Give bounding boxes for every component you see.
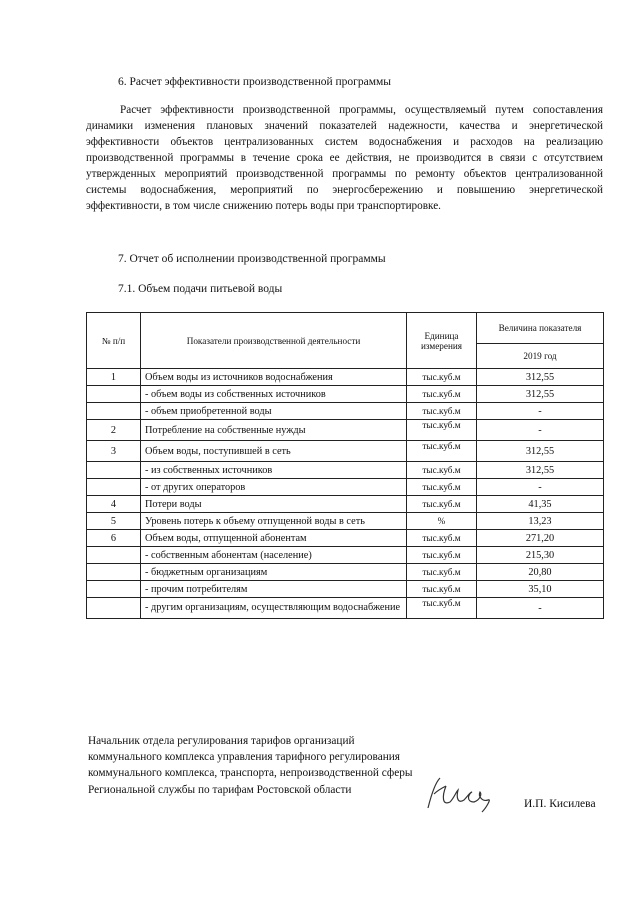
row-label: - из собственных источников [141, 462, 407, 479]
row-label: Потребление на собственные нужды [141, 420, 407, 441]
row-value: 41,35 [477, 496, 604, 513]
row-num [87, 581, 141, 598]
table-row [87, 441, 604, 462]
row-num: 1 [87, 369, 141, 386]
table-row [87, 564, 604, 581]
row-num [87, 386, 141, 403]
row-label: - объем приобретенной воды [141, 403, 407, 420]
row-unit: тыс.куб.м [407, 462, 477, 479]
table-row [87, 496, 604, 513]
table-row [87, 420, 604, 441]
table-row [87, 598, 604, 619]
signer-position: Начальник отдела регулирования тарифов организаций коммунального комплекса управления тарифного регулирования коммунального комплекса, транспорта, непроизводственной сферы Региональной службы по тарифам Ростовской области [88, 735, 413, 796]
section-6-text: Расчет эффективности производственной программы, осуществляемый путем сопоставления динамики изменения плановых значений показателей надежности, качества и энергетической эффективности объектов централизованных систем водоснабжения и расходов на реализацию производственной программы в течение срока ее действия, не производится в связи с отсутствием утвержденных мероприятий производственной программы по ремонту объектов централизованной системы водоснабжения, мероприятий по энергосбережению и повышению энергетической эффективности, в том числе снижению потерь воды при транспортировке. [86, 104, 603, 212]
row-label: - собственным абонентам (население) [141, 547, 407, 564]
row-num [87, 564, 141, 581]
row-label: Потери воды [141, 496, 407, 513]
row-unit: тыс.куб.м [407, 479, 477, 496]
header-num: № п/п [87, 313, 141, 369]
header-value: Величина показателя [477, 313, 604, 344]
table-row [87, 513, 604, 530]
row-unit: тыс.куб.м [407, 403, 477, 420]
row-num: 4 [87, 496, 141, 513]
row-unit: тыс.куб.м [407, 369, 477, 386]
table-row [87, 369, 604, 386]
header-unit: Единица измерения [407, 313, 477, 369]
row-label: - объем воды из собственных источников [141, 386, 407, 403]
row-unit: тыс.куб.м [407, 598, 477, 619]
row-num: 3 [87, 441, 141, 462]
row-label: - бюджетным организациям [141, 564, 407, 581]
row-value: - [477, 479, 604, 496]
row-value: - [477, 598, 604, 619]
row-value: 215,30 [477, 547, 604, 564]
row-unit: тыс.куб.м [407, 564, 477, 581]
row-num [87, 479, 141, 496]
row-label: Объем воды, отпущенной абонентам [141, 530, 407, 547]
section-6-title: 6. Расчет эффективности производственной программы [118, 76, 392, 88]
table-row [87, 403, 604, 420]
row-num: 5 [87, 513, 141, 530]
signer-name: И.П. Кисилева [524, 798, 596, 810]
row-value: 312,55 [477, 386, 604, 403]
row-unit: тыс.куб.м [407, 386, 477, 403]
row-value: - [477, 420, 604, 441]
row-label: Объем воды из источников водоснабжения [141, 369, 407, 386]
row-label: - прочим потребителям [141, 581, 407, 598]
row-num: 2 [87, 420, 141, 441]
row-value: 271,20 [477, 530, 604, 547]
table-row [87, 462, 604, 479]
row-label: Уровень потерь к объему отпущенной воды в сеть [141, 513, 407, 530]
water-supply-table [86, 312, 604, 619]
header-year: 2019 год [477, 344, 604, 369]
row-label: - другим организациям, осуществляющим водоснабжение [141, 598, 407, 619]
table-row [87, 386, 604, 403]
table-row [87, 530, 604, 547]
row-value: - [477, 403, 604, 420]
row-unit: тыс.куб.м [407, 547, 477, 564]
row-num: 6 [87, 530, 141, 547]
row-unit: тыс.куб.м [407, 581, 477, 598]
section-7-1-title: 7.1. Объем подачи питьевой воды [118, 283, 283, 295]
row-unit: тыс.куб.м [407, 496, 477, 513]
handwritten-signature [420, 772, 500, 816]
row-unit: тыс.куб.м [407, 530, 477, 547]
row-value: 13,23 [477, 513, 604, 530]
row-unit: % [407, 513, 477, 530]
row-num [87, 547, 141, 564]
row-num [87, 462, 141, 479]
table-header-row [87, 313, 604, 344]
table-row [87, 581, 604, 598]
row-unit: тыс.куб.м [407, 420, 477, 441]
row-value: 312,55 [477, 462, 604, 479]
table-row [87, 479, 604, 496]
row-value: 312,55 [477, 369, 604, 386]
row-label: Объем воды, поступившей в сеть [141, 441, 407, 462]
row-num [87, 403, 141, 420]
row-value: 35,10 [477, 581, 604, 598]
row-value: 312,55 [477, 441, 604, 462]
svg-text:Кисл: Кисл [420, 772, 423, 773]
header-indicator: Показатели производственной деятельности [141, 313, 407, 369]
row-num [87, 598, 141, 619]
section-7-title: 7. Отчет об исполнении производственной программы [118, 253, 386, 265]
table-row [87, 547, 604, 564]
row-value: 20,80 [477, 564, 604, 581]
row-unit: тыс.куб.м [407, 441, 477, 462]
row-label: - от других операторов [141, 479, 407, 496]
